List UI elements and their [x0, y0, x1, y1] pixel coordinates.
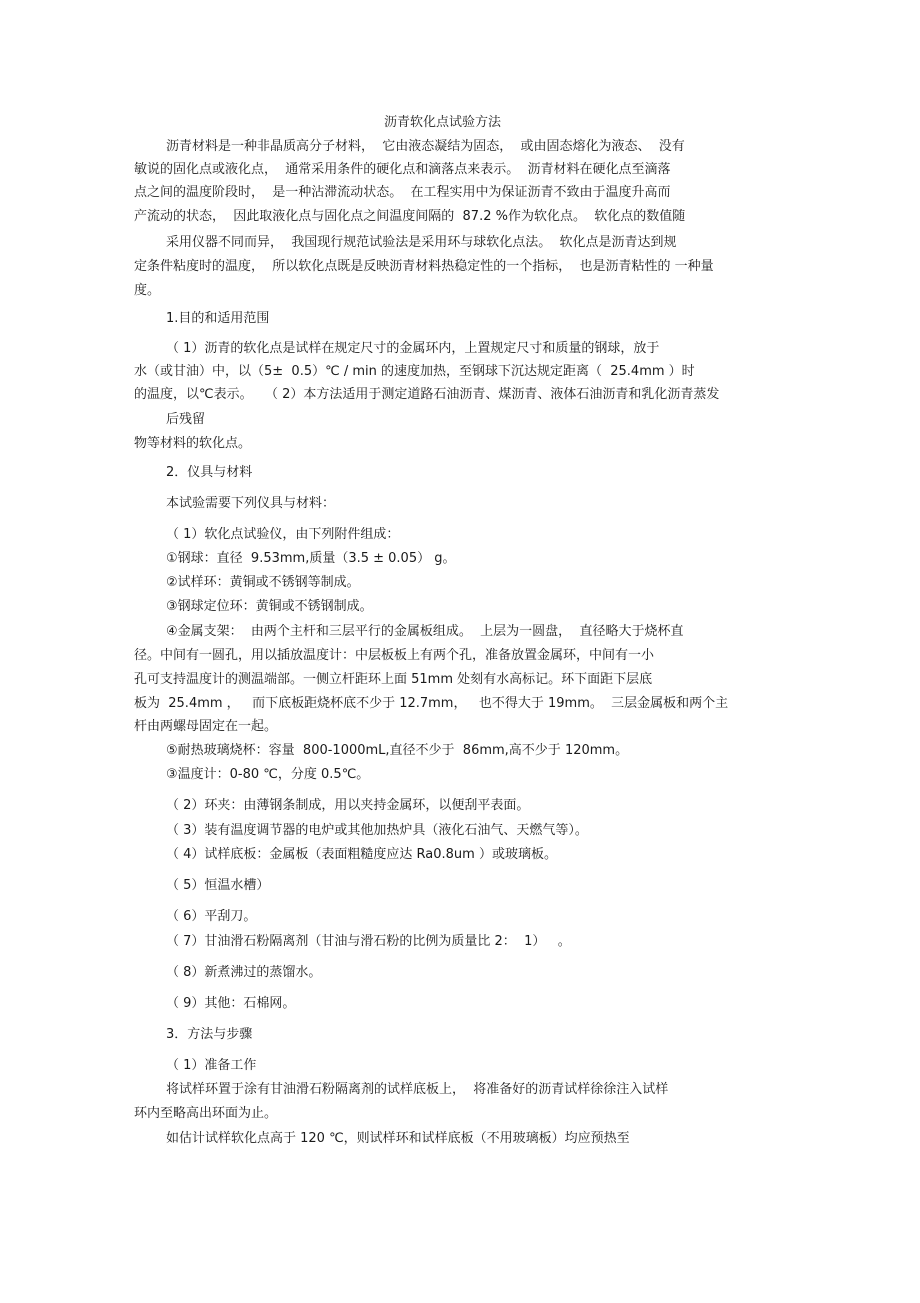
text-line: （ 2）环夹：由薄钢条制成，用以夹持金属环，以便刮平表面。 [166, 798, 530, 813]
text-line: 水（或甘油）中，以（5± 0.5）℃ / min 的速度加热，至钢球下沉达规定距离（ 25.4mm ）时 [134, 364, 695, 379]
text-line: 定条件粘度时的温度， 所以软化点既是反映沥青材料热稳定性的一个指标， 也是沥青粘性的 一种量 [134, 259, 714, 274]
text-line: 沥青材料是一种非晶质高分子材料， 它由液态凝结为固态， 或由固态熔化为液态、 没有 [166, 139, 685, 154]
text-line: （ 9）其他：石棉网。 [166, 996, 296, 1011]
text-line: （ 1）软化点试验仪，由下列附件组成： [166, 527, 400, 542]
text-line: 将试样环置于涂有甘油滑石粉隔离剂的试样底板上， 将准备好的沥青试样徐徐注入试样 [166, 1082, 669, 1097]
text-line: （ 7）甘油滑石粉隔离剂（甘油与滑石粉的比例为质量比 2： 1） 。 [166, 934, 571, 949]
text-line: ①钢球：直径 9.53mm,质量（3.5 ± 0.05） g。 [166, 551, 456, 566]
text-line: ④金属支架： 由两个主杆和三层平行的金属板组成。 上层为一圆盘， 直径略大于烧杯直 [166, 624, 684, 639]
text-line: ⑤耐热玻璃烧杯：容量 800-1000mL,直径不少于 86mm,高不少于 120mm。 [166, 743, 629, 758]
text-line: （ 3）装有温度调节器的电炉或其他加热炉具（液化石油气、天燃气等）。 [166, 823, 588, 838]
text-line: 敏说的固化点或液化点， 通常采用条件的硬化点和滴落点来表示。 沥青材料在硬化点至滴落 [134, 162, 671, 177]
text-line: ③温度计：0-80 ℃，分度 0.5℃。 [166, 767, 370, 782]
text-line: 采用仪器不同而异， 我国现行规范试验法是采用环与球软化点法。 软化点是沥青达到规 [166, 235, 677, 250]
text-line: 度。 [134, 283, 161, 298]
text-line: 径。中间有一圆孔，用以插放温度计：中层板板上有两个孔，准备放置金属环，中间有一小 [134, 648, 655, 663]
text-line: （ 1）沥青的软化点是试样在规定尺寸的金属环内，上置规定尺寸和质量的钢球，放于 [166, 341, 660, 356]
text-line: 后残留 [166, 412, 206, 427]
text-line: （ 8）新煮沸过的蒸馏水。 [166, 965, 322, 980]
text-line: 本试验需要下列仪具与材料： [166, 496, 336, 511]
text-line: 点之间的温度阶段时， 是一种沾滞流动状态。 在工程实用中为保证沥青不致由于温度升高而 [134, 185, 671, 200]
text-line: 孔可支持温度计的测温端部。一侧立杆距环上面 51mm 处刻有水高标记。环下面距下层底 [134, 672, 653, 687]
text-line: 产流动的状态， 因此取液化点与固化点之间温度间隔的 87.2 %作为软化点。 软化点的数值随 [134, 209, 686, 224]
page-title: 沥青软化点试验方法 [384, 115, 502, 130]
text-line: （ 1）准备工作 [166, 1058, 257, 1073]
text-line: ③钢球定位环：黄铜或不锈钢制成。 [166, 599, 373, 614]
section-heading: 1.目的和适用范围 [166, 311, 270, 326]
text-line: （ 4）试样底板：金属板（表面粗糙度应达 Ra0.8um ）或玻璃板。 [166, 847, 557, 862]
text-line: 环内至略高出环面为止。 [134, 1106, 278, 1121]
text-line: 物等材料的软化点。 [134, 436, 252, 451]
text-line: 的温度，以℃表示。 （ 2）本方法适用于测定道路石油沥青、煤沥青、液体石油沥青和乳化沥青蒸发 [134, 387, 720, 402]
text-line: 如估计试样软化点高于 120 ℃，则试样环和试样底板（不用玻璃板）均应预热至 [166, 1131, 630, 1146]
text-line: 杆由两螺母固定在一起。 [134, 719, 278, 734]
text-line: 板为 25.4mm ， 而下底板距烧杯底不少于 12.7mm， 也不得大于 19mm。 三层金属板和两个主 [134, 696, 729, 711]
text-line: （ 5）恒温水槽） [166, 878, 270, 893]
section-heading: 3．方法与步骤 [166, 1027, 253, 1042]
text-line: （ 6）平刮刀。 [166, 909, 257, 924]
section-heading: 2．仪具与材料 [166, 465, 253, 480]
text-line: ②试样环：黄铜或不锈钢等制成。 [166, 575, 360, 590]
